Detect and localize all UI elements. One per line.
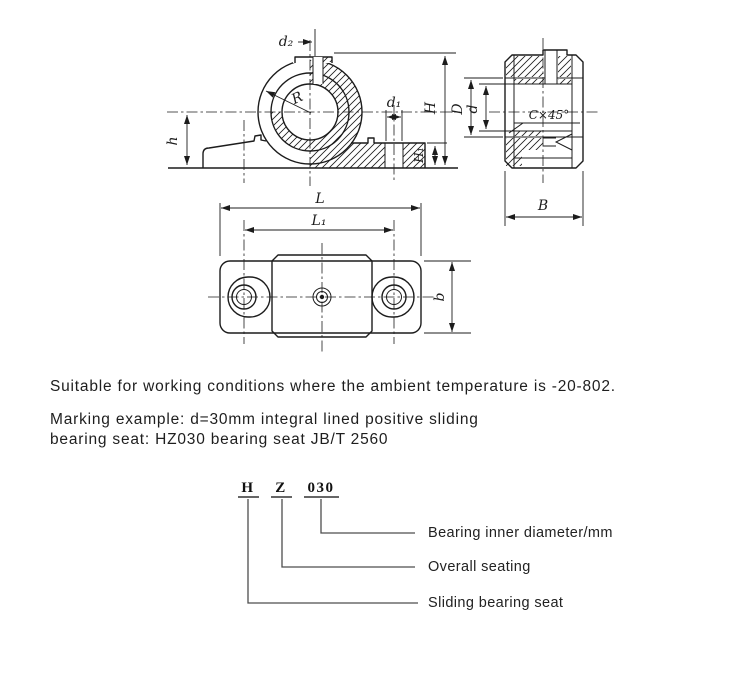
dim-label-H1: H₁ — [411, 147, 426, 163]
front-view — [165, 29, 460, 186]
designation-diagram — [0, 458, 740, 633]
designation-label-inner-diameter: Bearing inner diameter/mm — [428, 525, 613, 541]
side-view — [450, 38, 598, 226]
top-view — [208, 191, 471, 352]
suitability-note: Suitable for working conditions where the ambient temperature is -20-802. — [50, 378, 616, 395]
designation-label-sliding-bearing-seat: Sliding bearing seat — [428, 595, 564, 611]
dim-label-H: H — [423, 101, 439, 115]
dim-label-D: D — [450, 103, 466, 115]
dim-label-d2: d₂ — [278, 34, 294, 50]
leader-line-030 — [321, 499, 415, 533]
dim-label-h: h — [165, 136, 181, 146]
dim-label-b: b — [432, 292, 448, 302]
dim-label-R: R — [289, 88, 306, 108]
dim-label-L: L — [315, 191, 325, 207]
dim-label-chamfer: C×45° — [528, 108, 570, 122]
designation-code-H: H — [241, 480, 255, 496]
dim-label-B: B — [537, 198, 549, 214]
designation-code-Z: Z — [275, 480, 287, 496]
marking-example-line2: bearing seat: HZ030 bearing seat JB/T 2560 — [50, 430, 389, 448]
dim-label-L1: L₁ — [311, 213, 327, 229]
marking-example-note — [50, 410, 479, 449]
designation-label-overall-seating: Overall seating — [428, 559, 531, 575]
designation-code-030: 030 — [307, 480, 335, 496]
leader-line-H — [248, 499, 418, 603]
dim-label-d1: d₁ — [386, 95, 402, 111]
dim-label-d: d — [465, 104, 481, 114]
marking-example-line1: Marking example: d=30mm integral lined positive sliding — [50, 411, 479, 428]
